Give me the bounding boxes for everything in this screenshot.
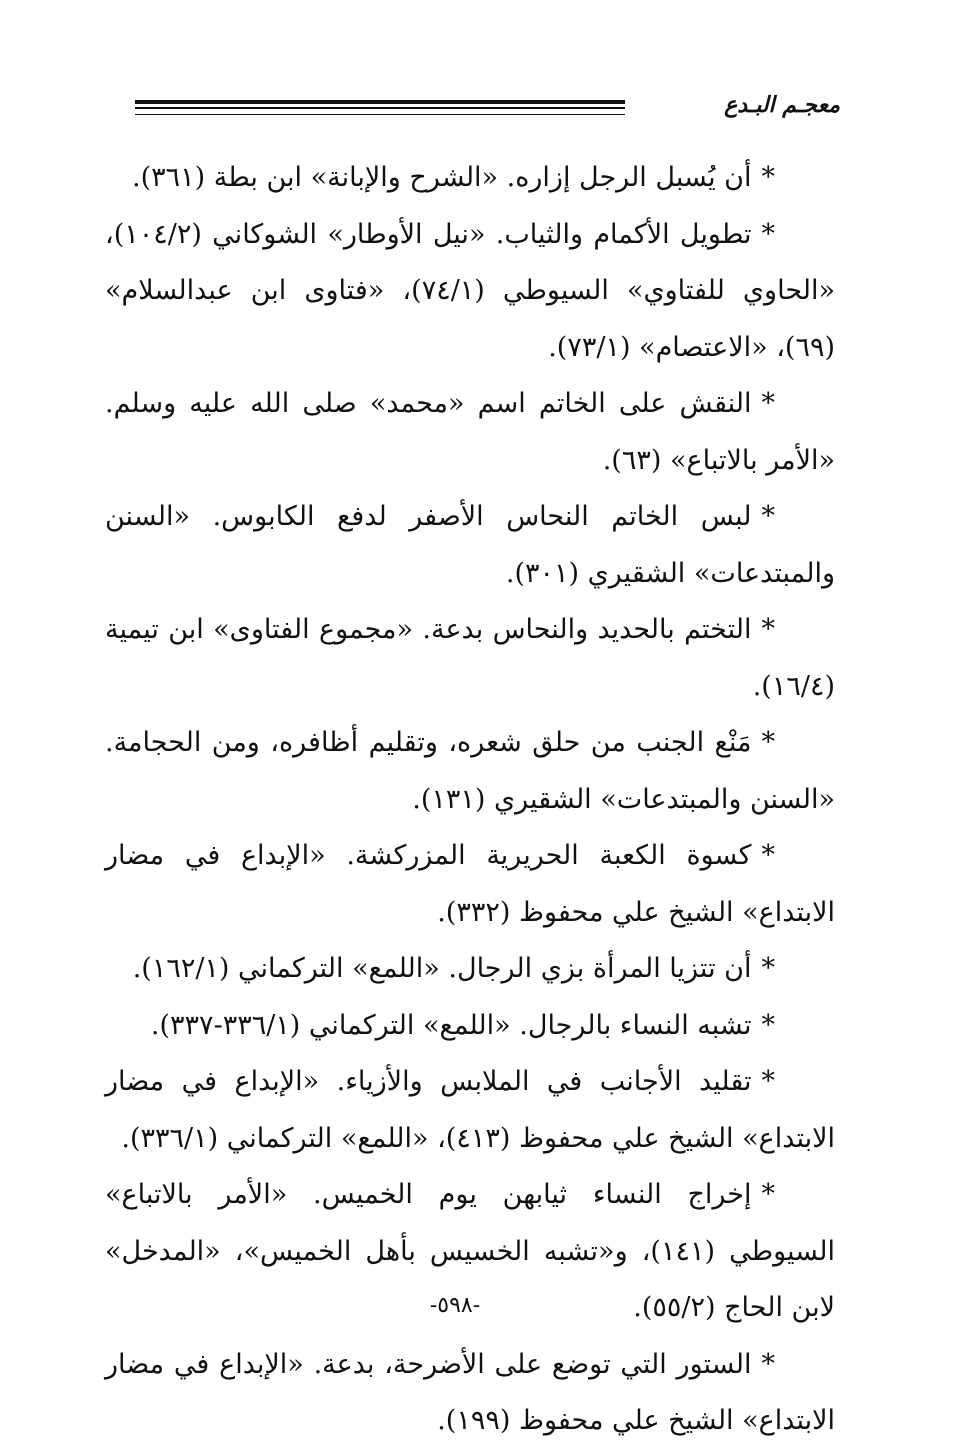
entry bbox=[105, 489, 835, 602]
entry bbox=[105, 602, 835, 715]
bullet-star: * bbox=[761, 1009, 775, 1041]
bullet-star: * bbox=[761, 953, 775, 984]
entry-text: كسوة الكعبة الحريرية المزركشة. «الإبداع في مضار الابتداع» الشيخ علي محفوظ (٣٣٢). bbox=[105, 840, 835, 928]
bullet-star: * bbox=[761, 501, 775, 532]
entry bbox=[105, 1054, 835, 1167]
header-title: معجـم البـدع bbox=[724, 92, 840, 118]
entry bbox=[105, 207, 835, 377]
entry-text: التختم بالحديد والنحاس بدعة. «مجموع الفتاوى» ابن تيمية (١٦/٤). bbox=[105, 614, 835, 702]
entry bbox=[105, 150, 835, 207]
bullet-star: * bbox=[761, 840, 775, 871]
entry bbox=[105, 941, 835, 998]
bullet-star: * bbox=[761, 388, 775, 419]
bullet-star: * bbox=[761, 727, 775, 758]
bullet-star: * bbox=[761, 218, 775, 250]
entry bbox=[105, 715, 835, 828]
bullet-star: * bbox=[761, 1179, 775, 1210]
entry-text: تشبه النساء بالرجال. «اللمع» التركماني (٣٣٦/١-٣٣٧). bbox=[150, 1009, 752, 1041]
entry bbox=[105, 998, 835, 1055]
entry-text: النقش على الخاتم اسم «محمد» صلى الله عليه وسلم. «الأمر بالاتباع» (٦٣). bbox=[105, 388, 835, 476]
entries-list bbox=[105, 150, 835, 1450]
entry-text: أن يُسبل الرجل إزاره. «الشرح والإبانة» ابن بطة (٣٦١). bbox=[132, 162, 752, 193]
page-number: -٥٩٨- bbox=[429, 1293, 481, 1318]
running-header bbox=[135, 92, 840, 132]
entry bbox=[105, 376, 835, 489]
bullet-star: * bbox=[761, 1348, 775, 1380]
entry-text: تطويل الأكمام والثياب. «نيل الأوطار» الشوكاني (١٠٤/٢)، «الحاوي للفتاوي» السيوطي (٧٤/١)، «فتاوى ابن عبدالسلام» (٦٩)، «الاعتصام» (٧٣/١). bbox=[105, 218, 835, 363]
entry-text: الستور التي توضع على الأضرحة، بدعة. «الإبداع في مضار الابتداع» الشيخ علي محفوظ (١٩٩). bbox=[105, 1348, 835, 1436]
entry-text: أن تتزيا المرأة بزي الرجال. «اللمع» التركماني (١٦٢/١). bbox=[132, 953, 752, 984]
header-rule bbox=[135, 100, 625, 115]
bullet-star: * bbox=[761, 162, 775, 193]
entry-text: تقليد الأجانب في الملابس والأزياء. «الإبداع في مضار الابتداع» الشيخ علي محفوظ (٤١٣)، «اللمع» التركماني (٣٣٦/١). bbox=[105, 1066, 835, 1154]
entry-text: إخراج النساء ثيابهن يوم الخميس. «الأمر بالاتباع» السيوطي (١٤١)، و«تشبه الخسيس بأهل الخميس»، «المدخل» لابن الحاج (٥٥/٢). bbox=[105, 1179, 835, 1323]
entry bbox=[105, 1337, 835, 1450]
entry-text: لبس الخاتم النحاس الأصفر لدفع الكابوس. «السنن والمبتدعات» الشقيري (٣٠١). bbox=[105, 501, 835, 589]
entry bbox=[105, 828, 835, 941]
entry-text: مَنْع الجنب من حلق شعره، وتقليم أظافره، ومن الحجامة. «السنن والمبتدعات» الشقيري (١٣١). bbox=[105, 727, 835, 815]
bullet-star: * bbox=[761, 1066, 775, 1097]
bullet-star: * bbox=[761, 614, 775, 645]
